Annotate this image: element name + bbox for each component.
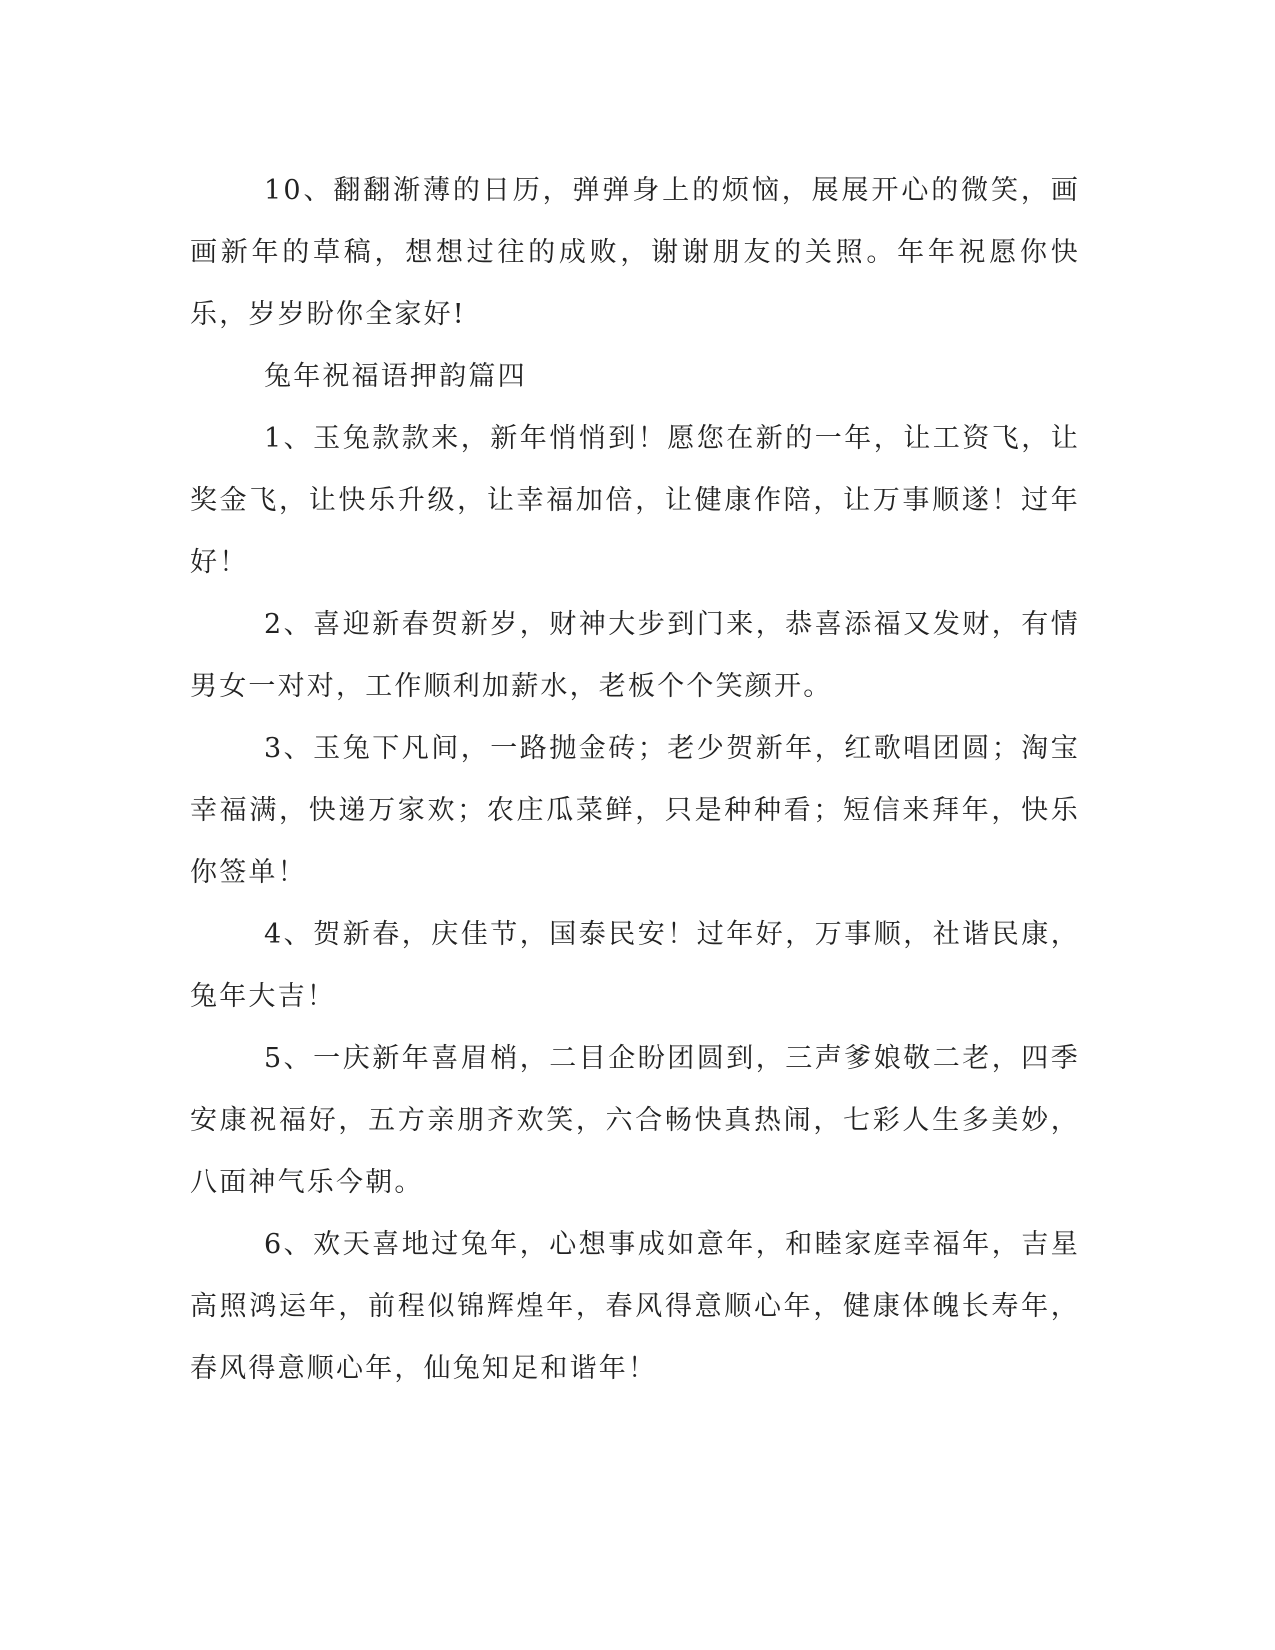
paragraph-item-1: 1、玉兔款款来，新年悄悄到！愿您在新的一年，让工资飞，让奖金飞，让快乐升级，让幸福加倍，让健康作陪，让万事顺遂！过年好！ bbox=[190, 423, 1080, 578]
paragraph-item-6: 6、欢天喜地过兔年，心想事成如意年，和睦家庭幸福年，吉星高照鸿运年，前程似锦辉煌年，春风得意顺心年，健康体魄长寿年，春风得意顺心年，仙兔知足和谐年！ bbox=[190, 1229, 1080, 1384]
paragraph-item-10: 10、翻翻渐薄的日历，弹弹身上的烦恼，展展开心的微笑，画画新年的草稿，想想过往的成败，谢谢朋友的关照。年年祝愿你快乐，岁岁盼你全家好! bbox=[190, 175, 1080, 330]
section-heading: 兔年祝福语押韵篇四 bbox=[264, 361, 527, 392]
paragraph-item-4: 4、贺新春，庆佳节，国泰民安！过年好，万事顺，社谐民康，兔年大吉！ bbox=[190, 919, 1080, 1012]
paragraph-item-3: 3、玉兔下凡间，一路抛金砖；老少贺新年，红歌唱团圆；淘宝幸福满，快递万家欢；农庄瓜菜鲜，只是种种看；短信来拜年，快乐你签单！ bbox=[190, 733, 1080, 888]
paragraph-item-2: 2、喜迎新春贺新岁，财神大步到门来，恭喜添福又发财，有情男女一对对，工作顺利加薪水，老板个个笑颜开。 bbox=[190, 609, 1080, 702]
paragraph-item-5: 5、一庆新年喜眉梢，二目企盼团圆到，三声爹娘敬二老，四季安康祝福好，五方亲朋齐欢笑，六合畅快真热闹，七彩人生多美妙，八面神气乐今朝。 bbox=[190, 1043, 1080, 1198]
document-body bbox=[190, 160, 1080, 1400]
